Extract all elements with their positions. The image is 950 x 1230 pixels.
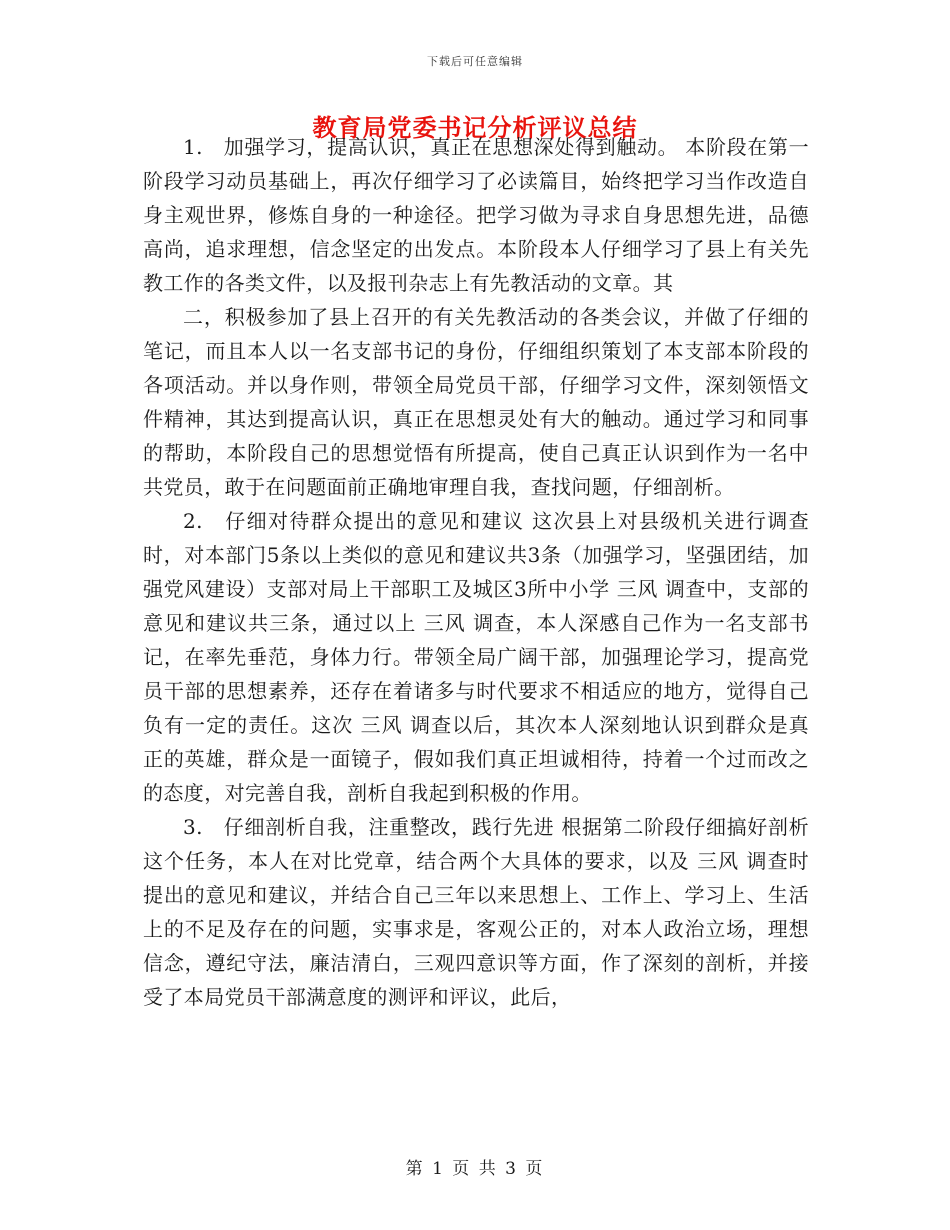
document-title: 教育局党委书记分析评议总结	[312, 113, 638, 142]
paragraph-2: 二，积极参加了县上召开的有关先教活动的各类会议，并做了仔细的笔记，而且本人以一名支部书记的身份，仔细组织策划了本支部本阶段的各项活动。并以身作则，带领全局党员干部，仔细学习文件，深刻领悟文件精神，其达到提高认识，真正在思想灵处有大的触动。通过学习和同事的帮助，本阶段自己的思想觉悟有所提高，使自己真正认识到作为一名中共党员，敢于在问题面前正确地审理自我，查找问题，仔细剖析。	[143, 305, 809, 499]
paragraph-3: 2. 仔细对待群众提出的意见和建议 这次县上对县级机关进行调查时，对本部门5条以上类似的意见和建议共3条（加强学习，坚强团结，加强党风建设）支部对局上干部职工及城区3所中小学 三风 调查中，支部的意见和建议共三条，通过以上 三风 调查，本人深感自己作为一名支部书记，在率先垂范，身体力行。带领全局广阔干部，加强理论学习，提高党员干部的思想素养，还存在着诸多与时代要求不相适应的地方，觉得自己负有一定的责任。这次 三风 调查以后，其次本人深刻地认识到群众是真正的英雄，群众是一面镜子，假如我们真正坦诚相待，持着一个过而改之的态度，对完善自我，剖析自我起到积极的作用。	[143, 509, 809, 805]
paragraph-4: 3. 仔细剖析自我，注重整改，践行先进 根据第二阶段仔细搞好剖析这个任务，本人在对比党章，结合两个大具体的要求，以及 三风 调查时提出的意见和建议，并结合自己三年以来思想上、工作上、学习上、生活上的不足及存在的问题，实事求是，客观公正的，对本人政治立场，理想信念，遵纪守法，廉洁清白，三观四意识等方面，作了深刻的剖析，并接受了本局党员干部满意度的测评和评议，此后，	[143, 815, 809, 1009]
header-note: 下载后可任意编辑	[427, 55, 523, 68]
document-body	[143, 130, 809, 1014]
paragraph-1: 1. 加强学习，提高认识，真正在思想深处得到触动。 本阶段在第一阶段学习动员基础上，再次仔细学习了必读篇目，始终把学习当作改造自身主观世界，修炼自身的一种途径。把学习做为寻求自身思想先进，品德高尚，追求理想，信念坚定的出发点。本阶段本人仔细学习了县上有关先教工作的各类文件，以及报刊杂志上有先教活动的文章。其	[143, 135, 809, 295]
page-number-footer: 第 1 页 共 3 页	[405, 1159, 545, 1179]
